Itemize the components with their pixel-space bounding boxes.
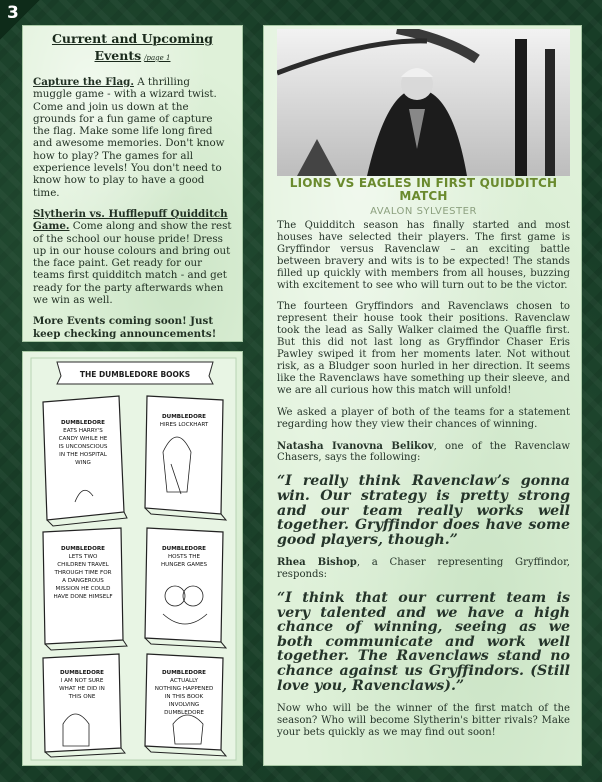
- events-more-note: More Events coming soon! Just keep checking announcements!: [33, 315, 217, 340]
- comic-book-caption-line: THROUGH TIME FOR: [54, 570, 112, 576]
- article-paragraph: Now who will be the winner of the first match of the season? Who will become Slytherin's bitter rivals? Make your bets quickly as we may find out soon!: [277, 703, 570, 739]
- article-byline: AVALON SYLVESTER: [370, 206, 477, 217]
- comic-book-caption-line: IS UNCONSCIOUS: [58, 444, 108, 450]
- comic-book-caption-line: HUNGER GAMES: [160, 562, 208, 568]
- article-paragraph: The Quidditch season has finally started and most houses have selected their players. The first game is Gryffindor versus Ravenclaw – an exciting battle between bravery and wits is to be expected! The stands filled up quickly with members from all houses, buzzing with excitement to see who will turn out to be the victor.: [277, 220, 570, 291]
- comic-book-caption-line: DUMBLEDORE: [162, 546, 206, 552]
- comic-illustration: [23, 352, 244, 767]
- photo-illustration: [277, 29, 570, 176]
- comic-book-6: [145, 654, 226, 756]
- comic-panel: [22, 351, 243, 766]
- headline-line1: LIONS VS EAGLES IN FIRST QUIDDITCH: [289, 176, 558, 190]
- comic-book-caption-line: LETS TWO: [68, 554, 98, 560]
- events-panel: [22, 25, 243, 342]
- comic-book-2: [145, 396, 226, 520]
- event-heading: Slytherin vs. Hufflepuff Quidditch Game.: [33, 207, 228, 233]
- events-title-line1: Current and Upcoming: [51, 31, 214, 46]
- comic-book-caption-line: THIS ONE: [68, 694, 96, 700]
- comic-title: THE DUMBLEDORE BOOKS: [79, 370, 191, 379]
- article-body: [277, 220, 570, 749]
- event-capture-the-flag: [33, 76, 232, 199]
- events-page-ref: /page 1: [144, 54, 171, 62]
- article-paragraph: We asked a player of both of the teams for a statement regarding how they view their chances of winning.: [277, 406, 570, 430]
- headline-line2: MATCH: [399, 189, 448, 203]
- pull-quote: “I really think Ravenclaw’s gonna win. Our strategy is pretty strong and our team really works well together. Gryffindor does have some good players, though.”: [277, 473, 570, 548]
- article-paragraph: The fourteen Gryffindors and Ravenclaws chosen to represent their house took their positions. Ravenclaw took the lead as Sally Walker claimed the Quaffle first. But this did not last long as Gryffindor Chaser Eris Pawley swiped it from her moments later. Not without risk, as a Bludger soon hurled in her direction. It seems like the Ravenclaws have something up their sleeve, and we are all curious how this match will unfold!: [277, 301, 570, 396]
- comic-book-caption-line: CANDY WHILE HE: [58, 436, 108, 442]
- comic-book-caption-line: IN THIS BOOK: [164, 694, 204, 700]
- comic-book-caption-line: DUMBLEDORE: [61, 420, 105, 426]
- article-headline: [277, 177, 570, 203]
- page-number: 3: [7, 3, 19, 23]
- comic-book-caption-line: WHAT HE DID IN: [59, 686, 105, 692]
- comic-book-caption-line: EATS HARRY'S: [63, 428, 103, 434]
- comic-book-caption-line: DUMBLEDORE: [162, 670, 206, 676]
- comic-book-1: [43, 396, 127, 526]
- speaker-intro: [277, 441, 570, 465]
- comic-book-caption-line: INVOLVING: [168, 702, 200, 708]
- comic-book-caption-line: MISSION HE COULD: [55, 586, 111, 592]
- comic-book-3: [43, 528, 127, 650]
- speaker-name: Rhea Bishop: [277, 557, 357, 569]
- comic-book-caption-line: A DANGEROUS: [62, 578, 104, 584]
- event-description: A thrilling muggle game - with a wizard twist. Come and join us down at the grounds for a fun game of capture the flag. Make some life long fired and awesome memories. Don't know how to play? The games for all experience levels! You don't need to know how to play to have a good time.: [33, 76, 225, 199]
- pull-quote: “I think that our current team is very talented and we have a high chance of winning, seeing as we both communicate and work well together. The Ravenclaws stand no chance against us Gryffindors. (Still love you, Ravenclaws).”: [277, 590, 570, 694]
- comic-book-caption-line: HIRES LOCKHART: [159, 422, 209, 428]
- event-quidditch-game: [33, 208, 232, 306]
- speaker-name: Natasha Ivanovna Belikov: [277, 440, 434, 452]
- event-heading: Capture the Flag.: [33, 76, 134, 88]
- comic-book-caption-line: CHILDREN TRAVEL: [57, 562, 109, 568]
- comic-book-caption-line: HOSTS THE: [167, 554, 201, 560]
- speaker-intro-text: , one of the Ravenclaw Chasers, says the following:: [277, 440, 570, 464]
- comic-book-caption-line: I AM NOT SURE: [60, 678, 104, 684]
- comic-book-caption-line: DUMBLEDORE: [162, 414, 206, 420]
- quidditch-player-photo: [277, 29, 570, 176]
- events-title: [33, 30, 232, 67]
- comic-book-caption-line: IN THE HOSPITAL: [59, 452, 107, 458]
- comic-book-caption-line: DUMBLEDORE: [61, 546, 105, 552]
- event-description: Come along and show the rest of the school our house pride! Dress up in our house colours and bring out the face paint. Get ready for our teams first quidditch match - and get ready for the party afterwards when we win as well.: [33, 220, 232, 307]
- comic-book-caption-line: WING: [75, 460, 91, 466]
- comic-book-caption-line: DUMBLEDORE: [60, 670, 104, 676]
- speaker-intro-text: , a Chaser representing Gryffindor, responds:: [277, 557, 570, 581]
- events-title-line2: Events: [94, 48, 142, 63]
- comic-book-4: [145, 528, 226, 648]
- comic-book-caption-line: NOTHING HAPPENED: [154, 686, 214, 692]
- comic-book-caption-line: DUMBLEDORE: [164, 710, 204, 716]
- page-number-badge: [0, 0, 40, 40]
- article-panel: [263, 25, 582, 766]
- comic-book-5: [43, 654, 125, 757]
- speaker-intro: [277, 557, 570, 581]
- comic-book-caption-line: HAVE DONE HIMSELF: [53, 594, 113, 600]
- comic-book-caption-line: ACTUALLY: [170, 678, 198, 684]
